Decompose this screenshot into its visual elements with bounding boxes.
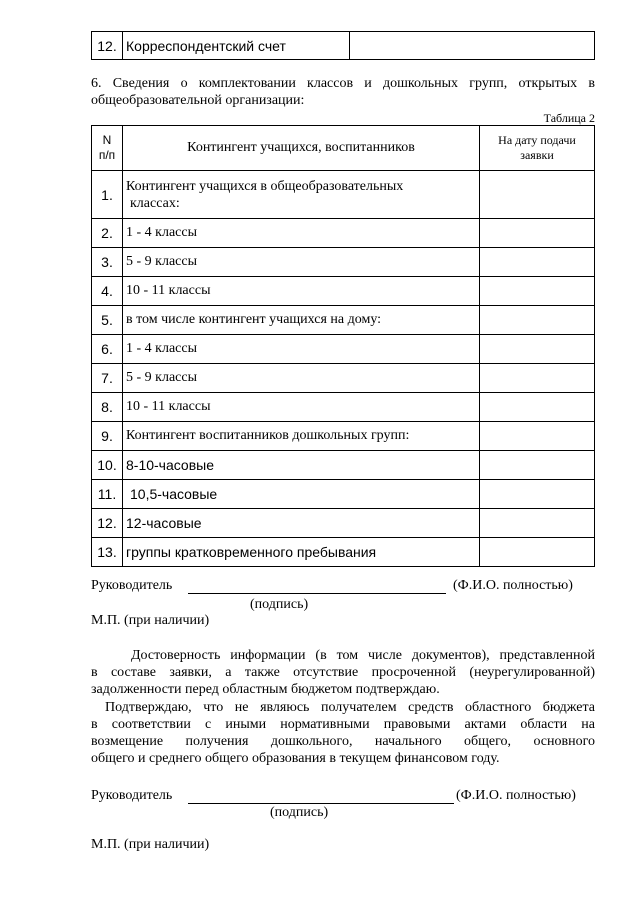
row-label: 10 - 11 классы xyxy=(123,393,480,422)
row-label: Корреспондентский счет xyxy=(123,32,350,60)
confirm2-line2: в соответствии с иными нормативными правовыми актами области на xyxy=(91,717,595,732)
table-row xyxy=(92,480,595,509)
table-row xyxy=(92,422,595,451)
row-number: 8. xyxy=(92,393,123,422)
row-number: 4. xyxy=(92,277,123,306)
stamp-label: М.П. (при наличии) xyxy=(91,837,210,852)
row-value xyxy=(480,393,595,422)
table-row xyxy=(92,171,595,219)
table-row xyxy=(92,393,595,422)
row-value xyxy=(480,451,595,480)
row-number: 10. xyxy=(92,451,123,480)
row-value xyxy=(480,248,595,277)
row-number: 9. xyxy=(92,422,123,451)
signature-line xyxy=(188,803,454,804)
header-date xyxy=(480,126,595,171)
table-row xyxy=(92,538,595,567)
row-value xyxy=(480,306,595,335)
confirm2-line1: Подтверждаю, что не являюсь получателем средств областного бюджета xyxy=(105,700,595,715)
fio-label: (Ф.И.О. полностью) xyxy=(456,788,576,803)
row-number: 7. xyxy=(92,364,123,393)
table-row xyxy=(92,277,595,306)
row-value xyxy=(480,422,595,451)
row-value xyxy=(480,171,595,219)
stamp-label: М.П. (при наличии) xyxy=(91,613,210,628)
leader-label: Руководитель xyxy=(91,578,173,593)
fio-label: (Ф.И.О. полностью) xyxy=(453,578,573,593)
leader-label: Руководитель xyxy=(91,788,173,803)
row-number: 11. xyxy=(92,480,123,509)
table-row xyxy=(92,219,595,248)
bank-details-table xyxy=(91,31,595,60)
header-date-line2: заявки xyxy=(520,148,554,162)
table-row xyxy=(92,32,595,60)
row-label: 12-часовые xyxy=(123,509,480,538)
row-value xyxy=(480,219,595,248)
row-label-line1: Контингент учащихся в общеобразовательных xyxy=(126,178,404,194)
table-header-row xyxy=(92,126,595,171)
table-row xyxy=(92,248,595,277)
sign-label: (подпись) xyxy=(270,805,329,820)
row-number: 2. xyxy=(92,219,123,248)
row-value xyxy=(350,32,595,60)
row-value xyxy=(480,509,595,538)
row-label: группы кратковременного пребывания xyxy=(123,538,480,567)
row-value xyxy=(480,480,595,509)
table-row xyxy=(92,509,595,538)
row-label: 10 - 11 классы xyxy=(123,277,480,306)
row-label: 8-10-часовые xyxy=(123,451,480,480)
row-label: 5 - 9 классы xyxy=(123,364,480,393)
row-label: 5 - 9 классы xyxy=(123,248,480,277)
row-number: 3. xyxy=(92,248,123,277)
row-number: 5. xyxy=(92,306,123,335)
row-value xyxy=(480,335,595,364)
row-label xyxy=(123,171,480,219)
header-date-line1: На дату подачи xyxy=(498,133,576,147)
header-number-line1: N xyxy=(102,133,112,147)
table-row xyxy=(92,451,595,480)
row-value xyxy=(480,538,595,567)
row-number: 1. xyxy=(92,171,123,219)
section6-heading-line2: общеобразовательной организации: xyxy=(91,93,305,108)
row-number: 13. xyxy=(92,538,123,567)
row-label: 10,5-часовые xyxy=(123,480,480,509)
header-number xyxy=(92,126,123,171)
row-label: 1 - 4 классы xyxy=(123,219,480,248)
header-number-line2: п/п xyxy=(98,148,116,162)
row-label-line2: классах: xyxy=(130,195,180,211)
table-row xyxy=(92,306,595,335)
table-caption: Таблица 2 xyxy=(543,111,595,125)
contingent-table xyxy=(91,125,595,567)
table-row xyxy=(92,364,595,393)
confirm2-line3: возмещение получения дошкольного, начального общего, основного xyxy=(91,734,595,749)
confirm1-line1: Достоверность информации (в том числе документов), представленной xyxy=(131,648,595,663)
signature-line xyxy=(188,593,446,594)
row-number: 12. xyxy=(92,32,123,60)
row-label: 1 - 4 классы xyxy=(123,335,480,364)
row-value xyxy=(480,364,595,393)
row-number: 6. xyxy=(92,335,123,364)
section6-heading-line1: 6. Сведения о комплектовании классов и дошкольных групп, открытых в xyxy=(91,76,595,91)
confirm1-line3: задолженности перед областным бюджетом подтверждаю. xyxy=(91,682,440,697)
row-number: 12. xyxy=(92,509,123,538)
row-label: Контингент воспитанников дошкольных групп: xyxy=(123,422,480,451)
confirm2-line4: общего и среднего общего образования в текущем финансовом году. xyxy=(91,751,500,766)
row-value xyxy=(480,277,595,306)
header-contingent: Контингент учащихся, воспитанников xyxy=(123,126,480,171)
table-row xyxy=(92,335,595,364)
confirm1-line2: в составе заявки, а также отсутствие просроченной (неурегулированной) xyxy=(91,665,595,680)
sign-label: (подпись) xyxy=(250,597,309,612)
row-label: в том числе контингент учащихся на дому: xyxy=(123,306,480,335)
